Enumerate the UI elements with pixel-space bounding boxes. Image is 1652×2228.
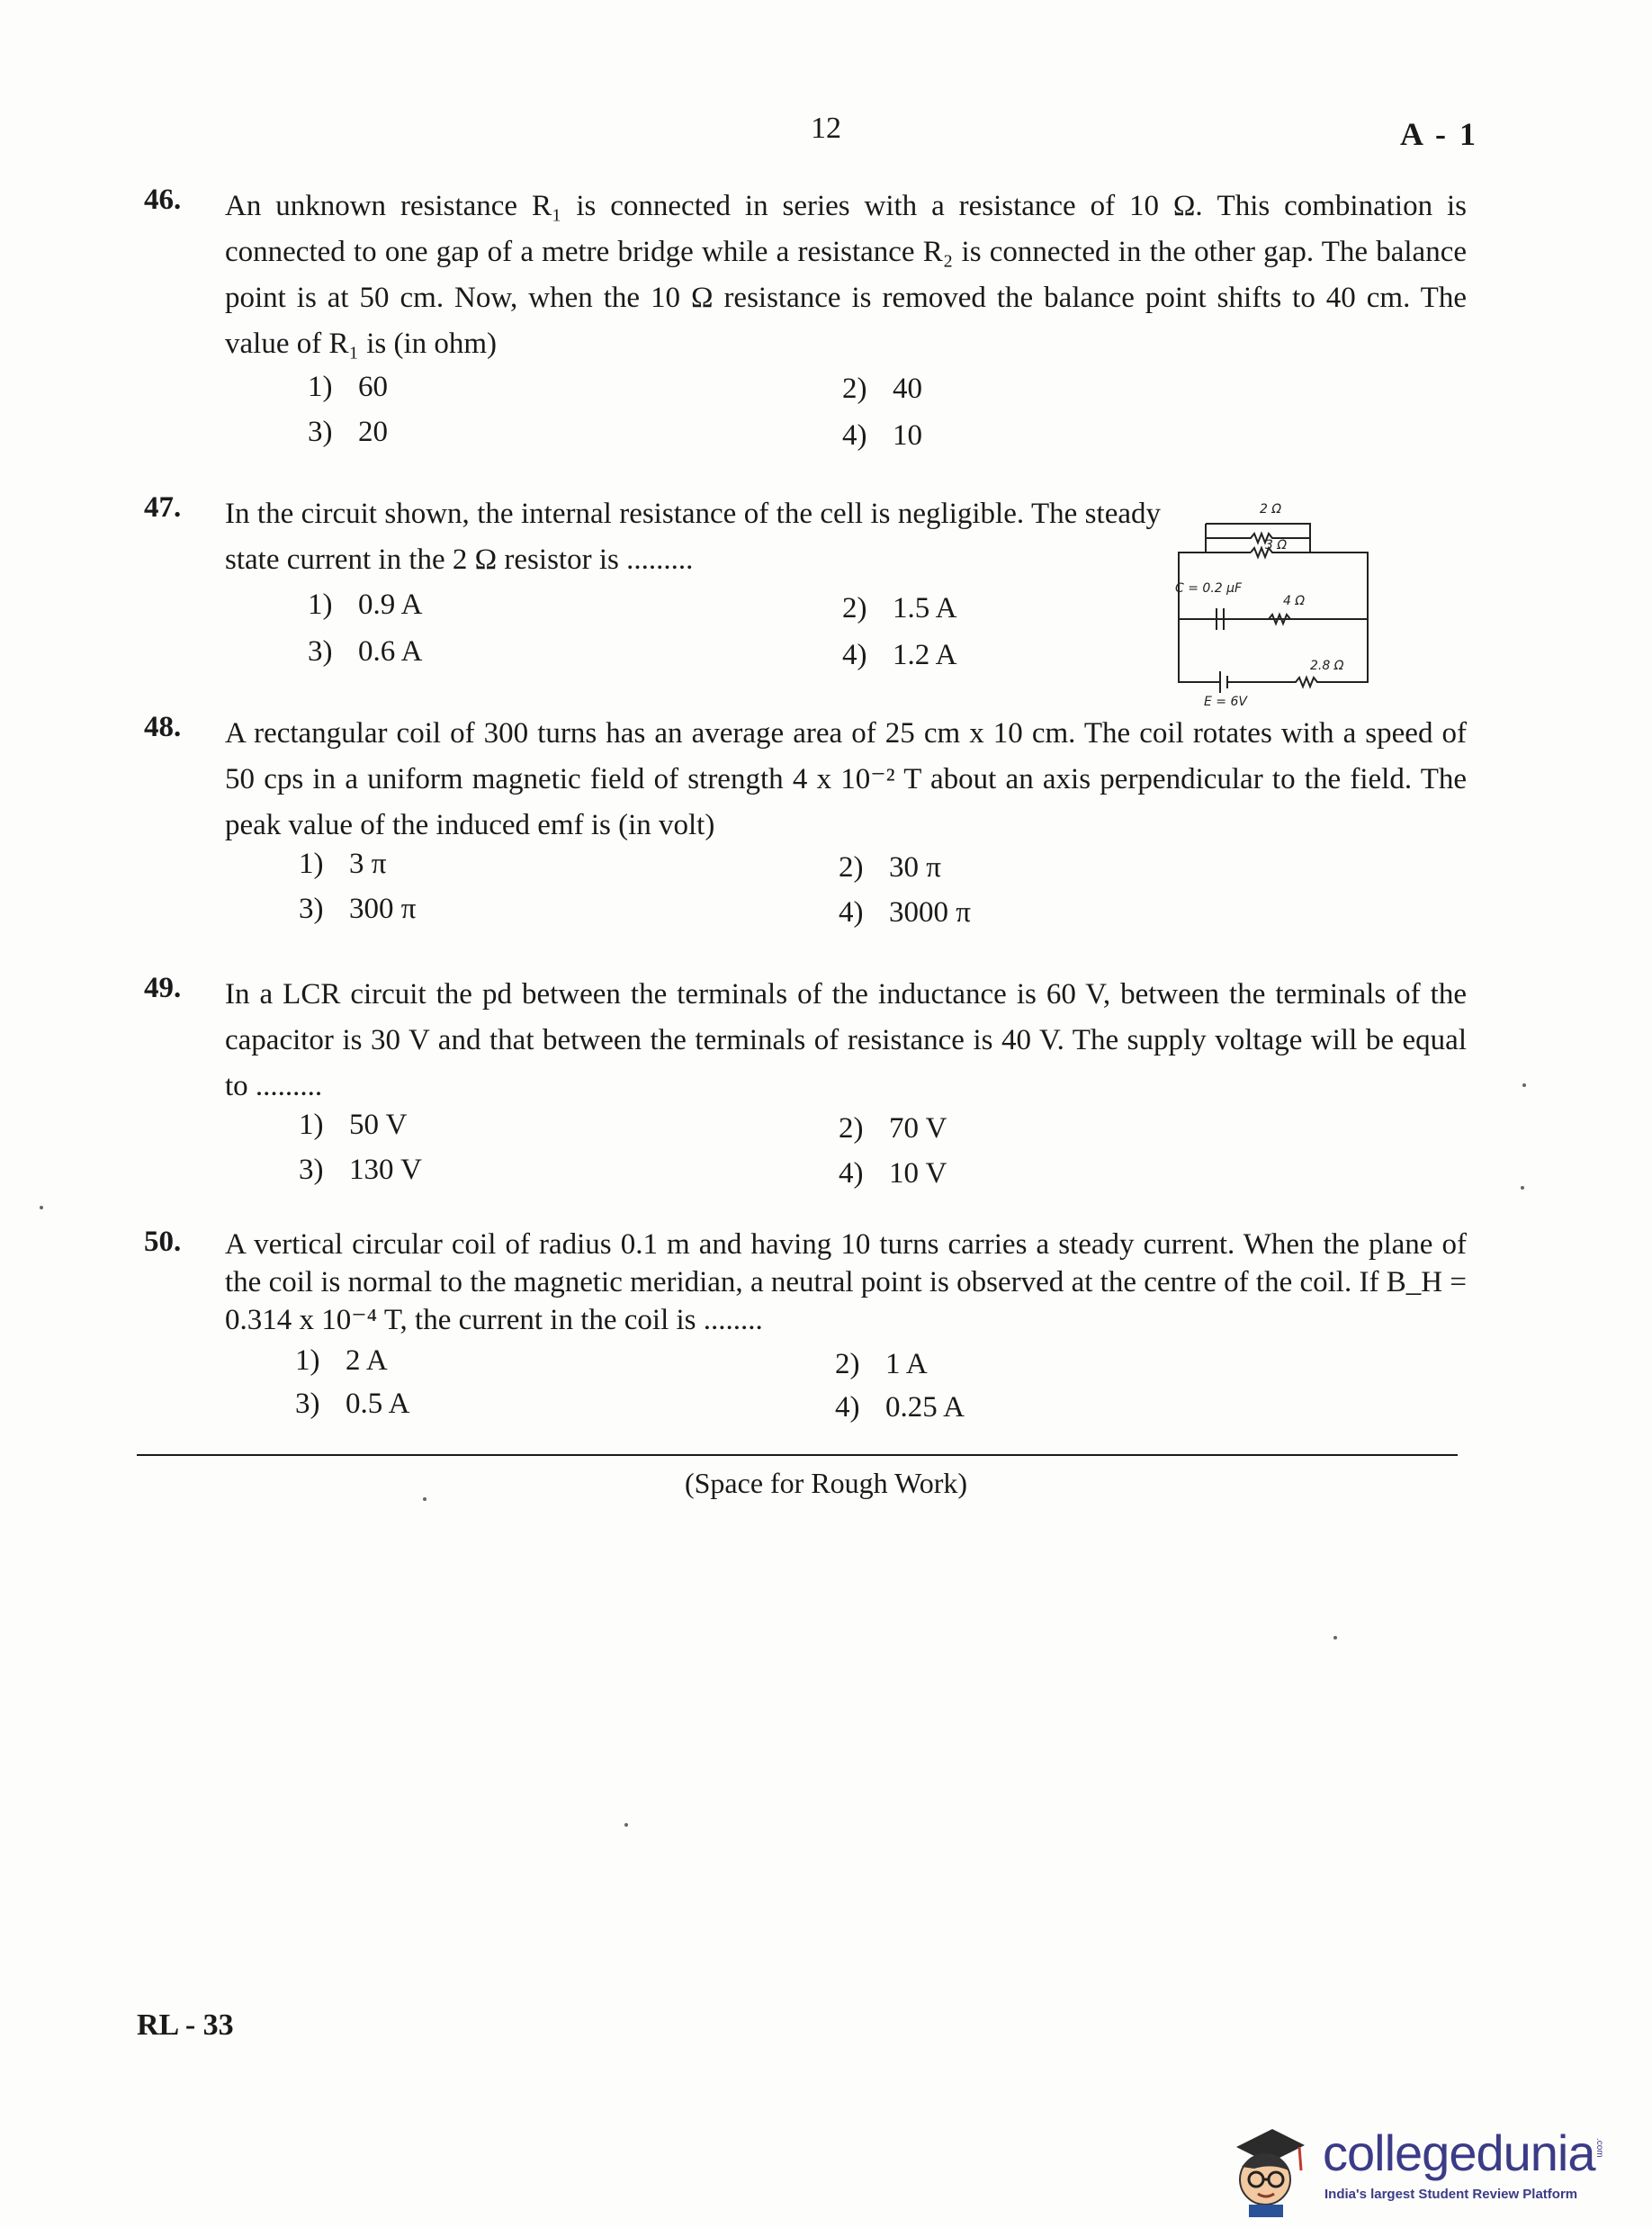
divider (137, 1454, 1458, 1456)
question-text: An unknown resistance R₁ is connected in series with a resistance of 10 Ω. This combination is connected to one gap of a metre bridge while a resistance R₂ is connected in the other gap. The balance point is at 50 cm. Now, when the 10 Ω resistance is removed the balance point shifts to 40 cm. The value of R₁ is (in ohm) (225, 190, 1467, 360)
option-3: 3) 0.5 A (295, 1388, 410, 1420)
label-emf: E = 6V (1204, 695, 1247, 709)
brand-domain: .com (1594, 2138, 1604, 2158)
label-capacitor: C = 0.2 μF (1175, 581, 1243, 596)
label-2-8-ohm: 2.8 Ω (1310, 659, 1344, 673)
question-text: In a LCR circuit the pd between the terminals of the inductance is 60 V, between the terminals of the capacitor is 30 V and that between the terminals of resistance is 40 V. The supply voltage will be equal to ......... (225, 978, 1467, 1102)
option-2: 2) 70 V (839, 1112, 947, 1145)
footer-code: RL - 33 (137, 2008, 234, 2042)
option-3: 3) 300 π (299, 893, 417, 925)
option-2: 2) 30 π (839, 851, 941, 884)
question-text: In the circuit shown, the internal resistance of the cell is negligible. The steady state current in the 2 Ω resistor is ......... (225, 498, 1161, 576)
option-2: 2) 1 A (835, 1348, 928, 1380)
option-3: 3) 0.6 A (308, 635, 423, 668)
option-1: 1) 60 (308, 371, 388, 403)
option-3: 3) 130 V (299, 1154, 422, 1186)
capacitor (1179, 608, 1269, 630)
option-4: 4) 1.2 A (842, 639, 957, 671)
circuit-diagram (1152, 493, 1386, 709)
resistor-2-ohm (1206, 524, 1310, 543)
option-1: 1) 3 π (299, 848, 387, 880)
page-number: 12 (811, 112, 841, 145)
question-number: 48. (144, 711, 182, 743)
question-number: 47. (144, 491, 182, 524)
scan-speck (40, 1206, 43, 1209)
option-2: 2) 40 (842, 373, 922, 405)
question-text: A vertical circular coil of radius 0.1 m and having 10 turns carries a steady current. When the plane of the coil is normal to the magnetic meridian, a neutral point is observed at the centre of the coil. If B_H = 0.314 x 10⁻⁴ T, the current in the coil is ........ (225, 1228, 1467, 1336)
brand-logo (1218, 2120, 1614, 2219)
mascot-icon (1218, 2120, 1317, 2219)
option-2: 2) 1.5 A (842, 592, 957, 624)
option-3: 3) 20 (308, 416, 388, 448)
label-4-ohm: 4 Ω (1283, 594, 1306, 608)
scan-speck (1333, 1636, 1337, 1640)
question-text: A rectangular coil of 300 turns has an average area of 25 cm x 10 cm. The coil rotates with a speed of 50 cps in a uniform magnetic field of strength 4 x 10⁻² T about an axis perpendicular to the field. The peak value of the induced emf is (in volt) (225, 717, 1467, 841)
scan-speck (1522, 1083, 1526, 1087)
scan-speck (624, 1823, 628, 1827)
option-1: 1) 0.9 A (308, 588, 423, 621)
option-4: 4) 10 V (839, 1157, 947, 1190)
question-number: 49. (144, 972, 182, 1004)
brand-name: collegedunia (1323, 2125, 1595, 2181)
question-number: 46. (144, 184, 182, 216)
question-number: 50. (144, 1226, 182, 1258)
battery-branch (1179, 619, 1368, 693)
option-1: 1) 2 A (295, 1344, 388, 1377)
option-4: 4) 3000 π (839, 896, 971, 929)
rough-work-label: (Space for Rough Work) (684, 1467, 968, 1499)
option-4: 4) 10 (842, 419, 922, 452)
label-2-ohm: 2 Ω (1260, 502, 1282, 517)
paper-code: A - 1 (1400, 116, 1478, 152)
option-4: 4) 0.25 A (835, 1391, 965, 1424)
brand-tagline: India's largest Student Review Platform (1324, 2187, 1578, 2202)
option-1: 1) 50 V (299, 1109, 408, 1141)
scan-speck (423, 1497, 426, 1501)
label-3-ohm: 3 Ω (1265, 538, 1288, 553)
scan-speck (1521, 1186, 1524, 1190)
